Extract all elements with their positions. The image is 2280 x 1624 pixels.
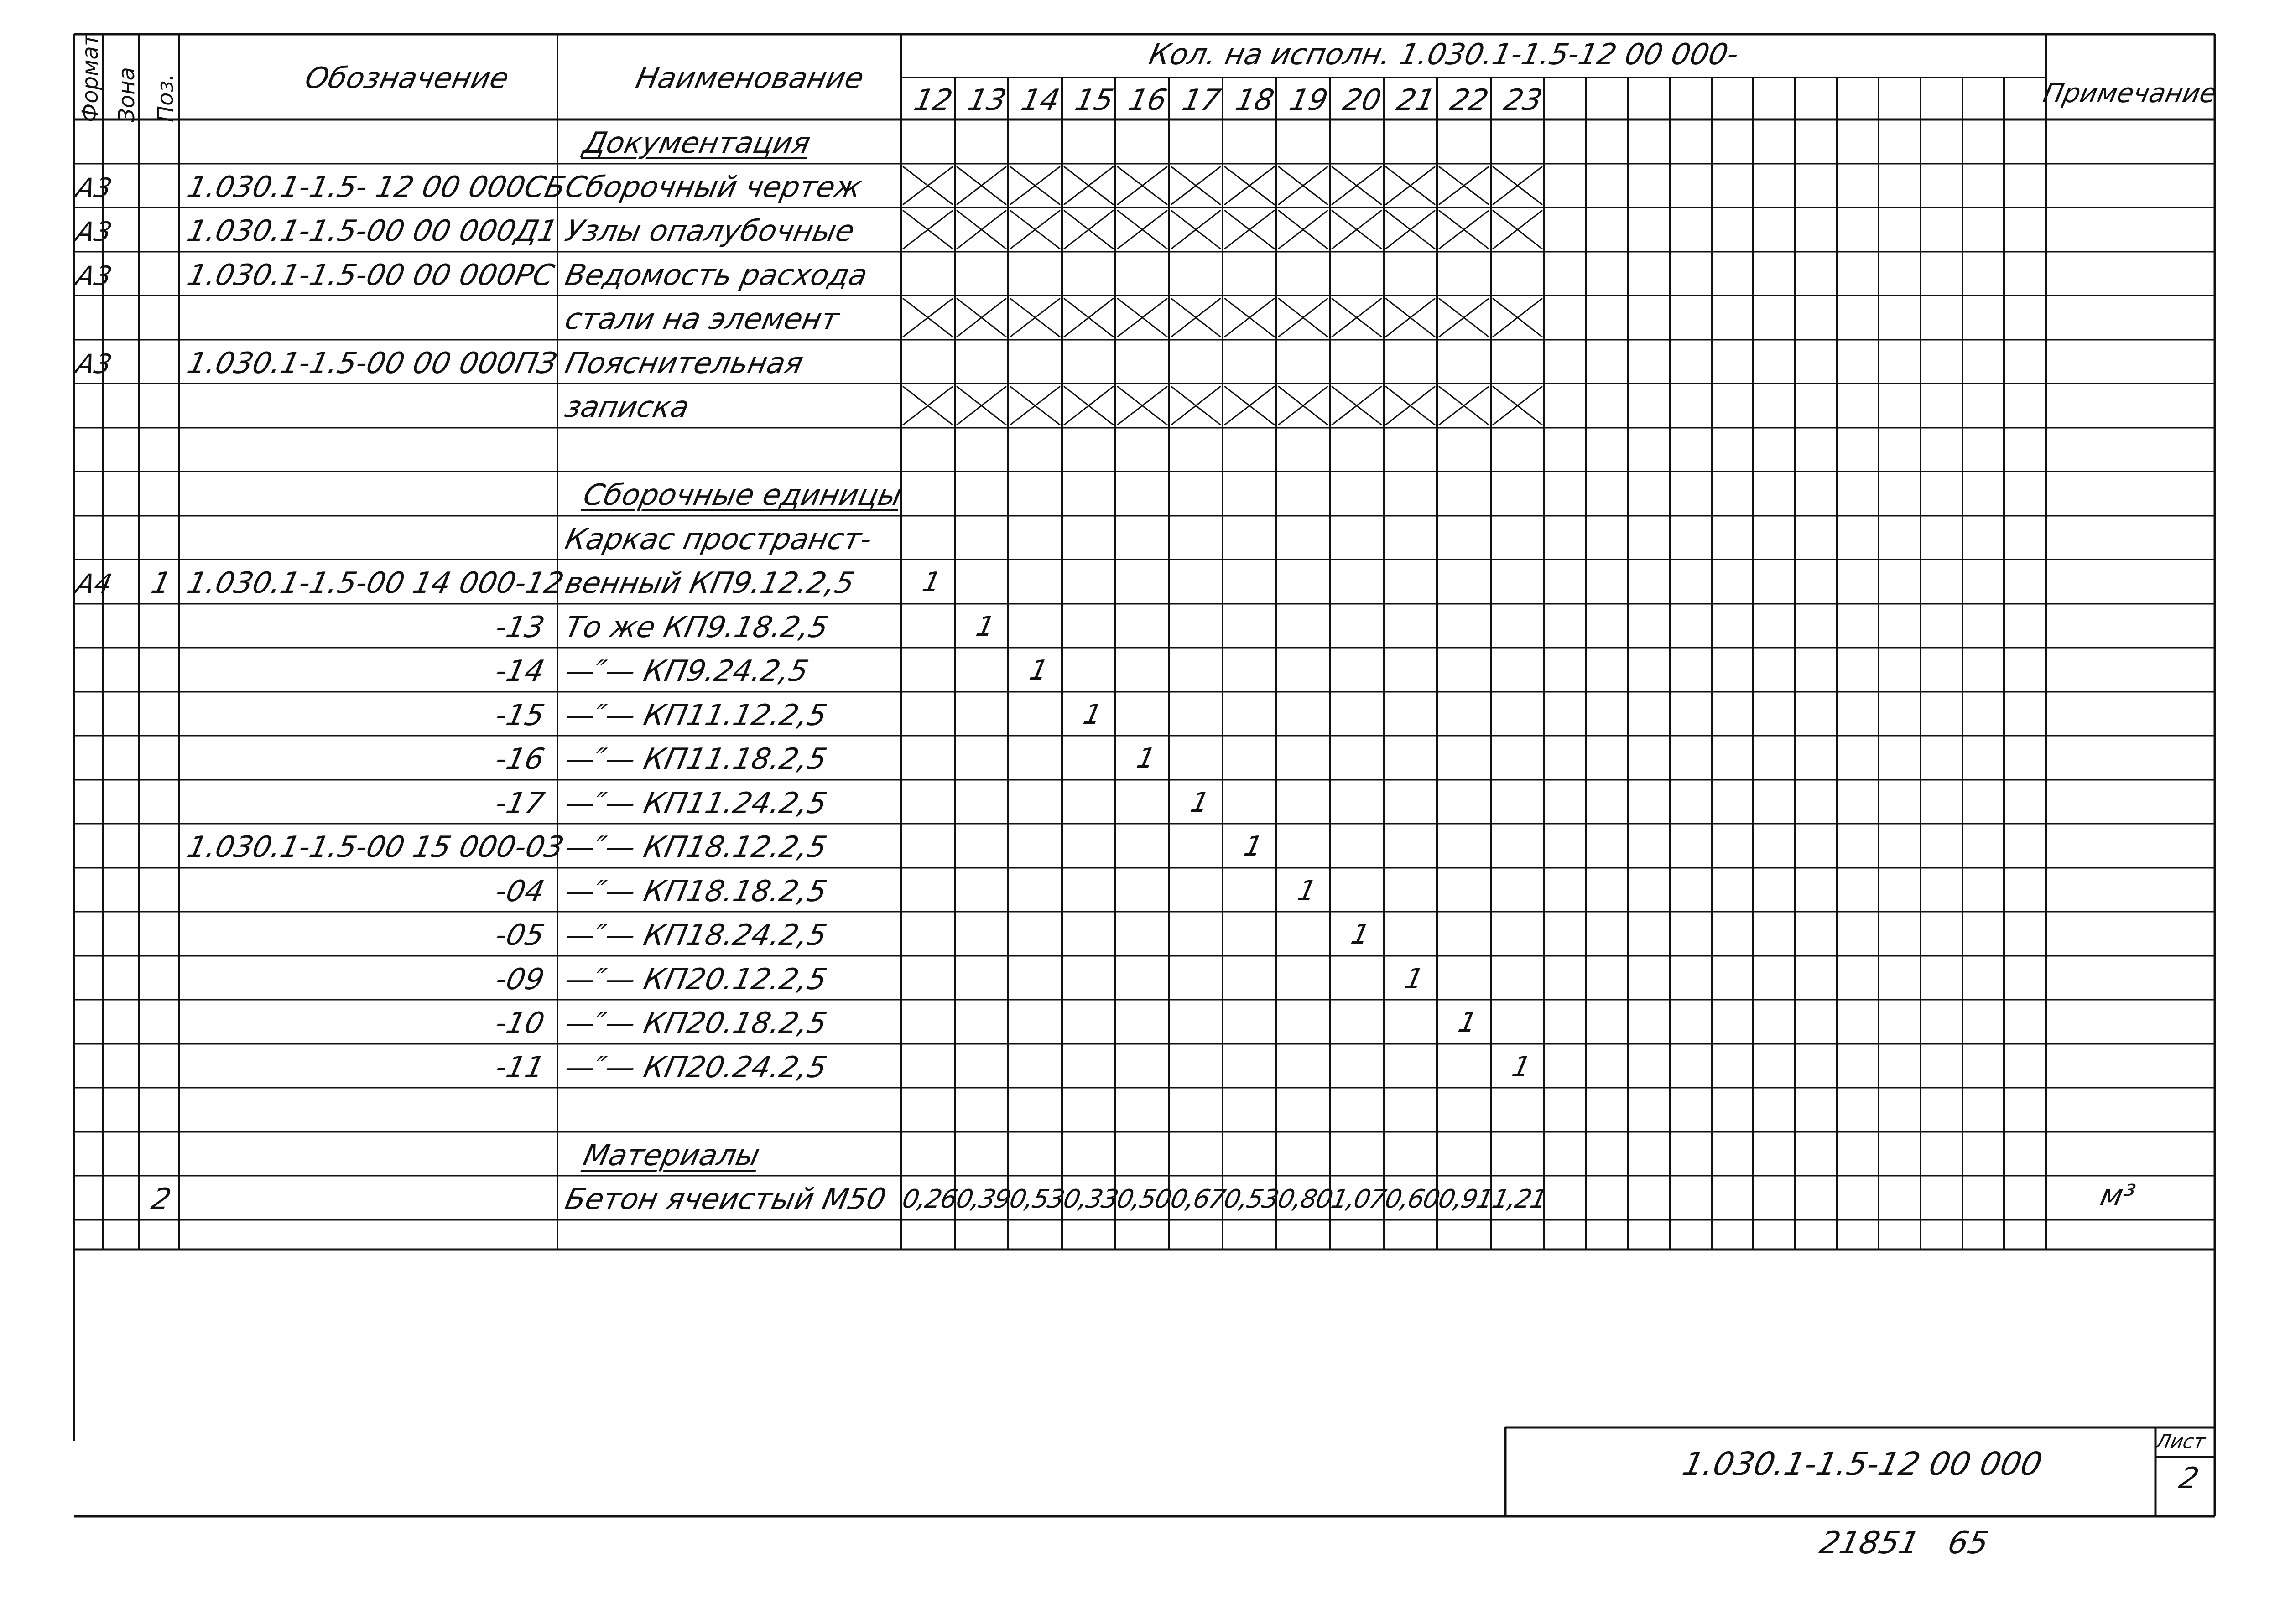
variant-header: 14 xyxy=(1018,83,1063,117)
quantity-value: 0,91 xyxy=(1436,1184,1495,1214)
name-cell: Ведомость расхода xyxy=(562,259,871,292)
section-heading: Материалы xyxy=(580,1139,763,1173)
name-cell: —″— КП11.24.2,5 xyxy=(562,787,830,820)
name-cell: —″— КП9.24.2,5 xyxy=(562,654,812,688)
name-cell: венный КП9.12.2,5 xyxy=(562,566,858,600)
name-cell: Пояснительная xyxy=(562,347,807,380)
format-cell: А4 xyxy=(73,568,115,599)
designation-cell: -15 xyxy=(492,699,547,732)
designation-cell: 1.030.1-1.5- 12 00 000СБ xyxy=(184,171,569,204)
designation-cell: 1.030.1-1.5-00 00 000ПЗ xyxy=(184,347,560,380)
header-pos: Поз. xyxy=(153,73,178,122)
quantity-mark: 1 xyxy=(1187,787,1212,819)
name-cell: —″— КП20.18.2,5 xyxy=(562,1007,830,1040)
format-cell: А3 xyxy=(73,216,115,247)
name-cell: —″— КП11.12.2,5 xyxy=(562,699,830,732)
quantity-mark: 1 xyxy=(1134,742,1158,774)
name-cell: —″— КП11.18.2,5 xyxy=(562,742,830,776)
quantity-value: 0,39 xyxy=(953,1184,1013,1214)
designation-cell: -05 xyxy=(492,918,547,952)
quantity-value: 0,26 xyxy=(900,1184,959,1214)
designation-cell: -09 xyxy=(492,963,547,996)
quantity-mark: 1 xyxy=(1509,1051,1534,1083)
stamp-code: 1.030.1-1.5-12 00 000 xyxy=(1679,1445,2046,1483)
quantity-mark: 1 xyxy=(919,566,944,598)
quantity-value: 1,21 xyxy=(1489,1184,1549,1214)
quantity-value: 0,53 xyxy=(1221,1184,1281,1214)
designation-cell: -11 xyxy=(492,1051,547,1084)
header-zone: Зона xyxy=(114,67,140,122)
quantity-mark: 1 xyxy=(1026,654,1051,686)
name-cell: То же КП9.18.2,5 xyxy=(562,611,832,644)
variant-header: 15 xyxy=(1072,83,1117,117)
designation-cell: 1.030.1-1.5-00 00 000РС xyxy=(184,259,557,292)
format-cell: А3 xyxy=(73,172,115,203)
variant-header: 16 xyxy=(1125,83,1170,117)
designation-cell: 1.030.1-1.5-00 00 000Д1 xyxy=(184,214,561,248)
name-cell: Узлы опалубочные xyxy=(562,214,858,248)
header-note: Примечание xyxy=(2040,78,2220,109)
designation-cell: -10 xyxy=(492,1007,547,1040)
format-cell: А3 xyxy=(73,348,115,379)
quantity-value: 0,60 xyxy=(1382,1184,1442,1214)
quantity-mark: 1 xyxy=(1455,1007,1480,1038)
name-cell: —″— КП20.12.2,5 xyxy=(562,963,830,996)
quantity-mark: 1 xyxy=(1402,963,1426,995)
quantity-mark: 1 xyxy=(1241,830,1265,862)
stamp-sheet-label: Лист xyxy=(2154,1430,2207,1453)
name-cell: —″— КП18.24.2,5 xyxy=(562,918,830,952)
variant-header: 12 xyxy=(911,83,956,117)
position-cell: 1 xyxy=(148,566,174,600)
quantity-value: 0,80 xyxy=(1275,1184,1335,1214)
quantity-value: 0,50 xyxy=(1114,1184,1174,1214)
note-cell: м³ xyxy=(2097,1179,2138,1213)
variant-header: 18 xyxy=(1233,83,1277,117)
quantity-mark: 1 xyxy=(973,611,998,643)
stamp-sheet-number: 2 xyxy=(2176,1462,2202,1495)
designation-cell: -14 xyxy=(492,654,547,688)
name-cell: Бетон ячеистый М50 xyxy=(562,1183,889,1216)
designation-cell: -13 xyxy=(492,611,547,644)
quantity-mark: 1 xyxy=(1295,875,1319,907)
section-heading: Сборочные единицы xyxy=(580,478,905,512)
name-cell: —″— КП18.18.2,5 xyxy=(562,875,830,908)
quantity-mark: 1 xyxy=(1080,699,1105,731)
quantity-value: 0,33 xyxy=(1061,1184,1120,1214)
variant-header: 17 xyxy=(1179,83,1224,117)
designation-cell: -04 xyxy=(492,875,547,908)
header-designation: Обозначение xyxy=(302,62,512,95)
variant-header: 23 xyxy=(1501,83,1546,117)
quantity-value: 0,53 xyxy=(1007,1184,1067,1214)
designation-cell: -16 xyxy=(492,742,547,776)
header-qty-title: Кол. на исполн. 1.030.1-1.5-12 00 000- xyxy=(1146,38,1742,72)
format-cell: А3 xyxy=(73,260,115,291)
name-cell: Каркас пространст- xyxy=(562,523,875,556)
header-name: Наименование xyxy=(633,62,867,95)
variant-header: 22 xyxy=(1447,83,1492,117)
quantity-value: 1,07 xyxy=(1328,1184,1388,1214)
position-cell: 2 xyxy=(148,1183,174,1216)
section-heading: Документация xyxy=(580,126,814,160)
variant-header: 21 xyxy=(1394,83,1438,117)
designation-cell: 1.030.1-1.5-00 14 000-12 xyxy=(184,566,567,600)
footer-numbers: 21851 65 xyxy=(1816,1525,1992,1561)
designation-cell: -17 xyxy=(492,787,547,820)
variant-header: 13 xyxy=(965,83,1010,117)
designation-cell: 1.030.1-1.5-00 15 000-03 xyxy=(184,830,567,864)
name-cell: записка xyxy=(562,390,692,424)
header-format: Формат xyxy=(78,33,103,122)
name-cell: стали на элемент xyxy=(562,302,842,336)
name-cell: —″— КП20.24.2,5 xyxy=(562,1051,830,1084)
variant-header: 20 xyxy=(1340,83,1385,117)
name-cell: Сборочный чертеж xyxy=(562,171,865,204)
quantity-value: 0,67 xyxy=(1168,1184,1228,1214)
quantity-mark: 1 xyxy=(1348,918,1373,950)
name-cell: —″— КП18.12.2,5 xyxy=(562,830,830,864)
variant-header: 19 xyxy=(1286,83,1331,117)
